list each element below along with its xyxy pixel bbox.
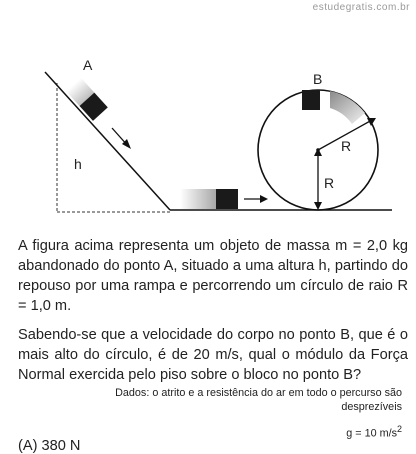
site-watermark: estudegratis.com.br [312, 2, 410, 13]
label-h: h [74, 156, 82, 172]
loop-center-dot [316, 148, 320, 152]
block-a [66, 78, 108, 121]
question-paragraph-1: A figura acima representa um objeto de massa m = 2,0 kg abandonado do ponto A, situado a uma altura h, partindo do repouso por uma rampa e percorrendo um círculo de raio R = 1,0 m. [18, 238, 408, 314]
ramp-line [45, 72, 170, 210]
block-floor [180, 189, 238, 209]
block-b [302, 90, 320, 110]
label-a: A [83, 57, 93, 73]
option-a[interactable]: (A) 380 N [18, 438, 81, 454]
gravity-exponent: 2 [396, 424, 402, 434]
ramp-arrow [112, 128, 131, 149]
label-b: B [313, 71, 323, 87]
floor-arrow [244, 195, 268, 203]
label-r-vertical: R [324, 175, 335, 191]
given-data [102, 386, 402, 441]
question-paragraph-2: Sabendo-se que a velocidade do corpo no ponto B, que é o mais alto do círculo, é de 20 m/s, qual o módulo da Força Normal exercida pelo piso sobre o bloco no ponto B? [18, 327, 408, 383]
loop-trail [330, 91, 365, 124]
label-r-diagonal: R [341, 138, 352, 154]
gravity-text: g = 10 m/s [346, 427, 397, 440]
gravity-value [102, 422, 402, 441]
given-data-text: Dados: o atrito e a resistência do ar em todo o percurso são desprezíveis [115, 387, 402, 413]
radius-vertical-arrowhead-bottom [314, 202, 322, 210]
